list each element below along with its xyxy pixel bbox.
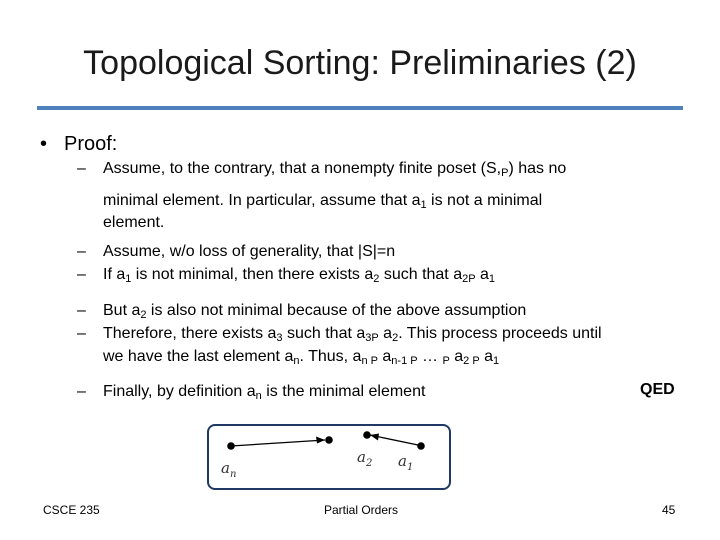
label-a1: $a_1$ <box>398 452 414 473</box>
dash-marker: – <box>77 243 86 260</box>
label-a2: $a_2$ <box>357 448 373 469</box>
footer-topic: Partial Orders <box>324 503 399 517</box>
dash-marker: – <box>77 383 86 400</box>
qed-label: QED <box>640 381 675 398</box>
item1-line3: element. <box>103 214 165 231</box>
edge-an-a2 <box>231 440 325 446</box>
item1-line2: minimal element. In particular, assume that $a_1$ is not a minimal <box>103 192 543 211</box>
dash-marker: – <box>77 266 86 283</box>
node-an <box>227 442 235 450</box>
title-divider <box>37 106 683 110</box>
dash-marker: – <box>77 302 86 319</box>
dash-marker: – <box>77 325 86 342</box>
proof-heading <box>40 133 117 156</box>
arrowhead-a1-a2 <box>370 434 379 441</box>
item5-line1: Therefore, there exists $a_3$ such that $a_{3P}$ $a_2$. This process proceeds until <box>103 325 602 344</box>
footer-page-number: 45 <box>662 503 676 517</box>
label-an: $a_n$ <box>221 459 237 480</box>
slide-title: Topological Sorting: Preliminaries (2) <box>83 44 637 82</box>
bullet-icon: • <box>40 133 48 155</box>
item2-line: Assume, w/o loss of generality, that |S|=n <box>103 243 396 260</box>
node-a2-right <box>363 431 371 439</box>
node-a2-left <box>325 436 333 444</box>
item1-line1: Assume, to the contrary, that a nonempty finite poset (S,P) has no <box>103 160 567 179</box>
diagram-frame <box>208 425 450 489</box>
item5-line2: we have the last element $a_n$. Thus, $a_{n P}$ $a_{n-1 P}$ … $_P$ $a_{2 P}$ $a_1$ <box>103 348 500 367</box>
dash-marker: – <box>77 160 86 177</box>
chain-diagram <box>207 424 452 494</box>
item6-line: Finally, by definition $a_n$ is the minimal element <box>103 383 426 402</box>
arrowhead-an-a2 <box>316 437 325 444</box>
node-a1 <box>417 442 425 450</box>
footer-course: CSCE 235 <box>43 503 100 517</box>
item4-line: But $a_2$ is also not minimal because of the above assumption <box>103 302 527 321</box>
proof-label: Proof: <box>64 133 118 155</box>
item3-line: If $a_1$ is not minimal, then there exists $a_2$ such that $a_{2P}$ $a_1$ <box>103 266 496 285</box>
